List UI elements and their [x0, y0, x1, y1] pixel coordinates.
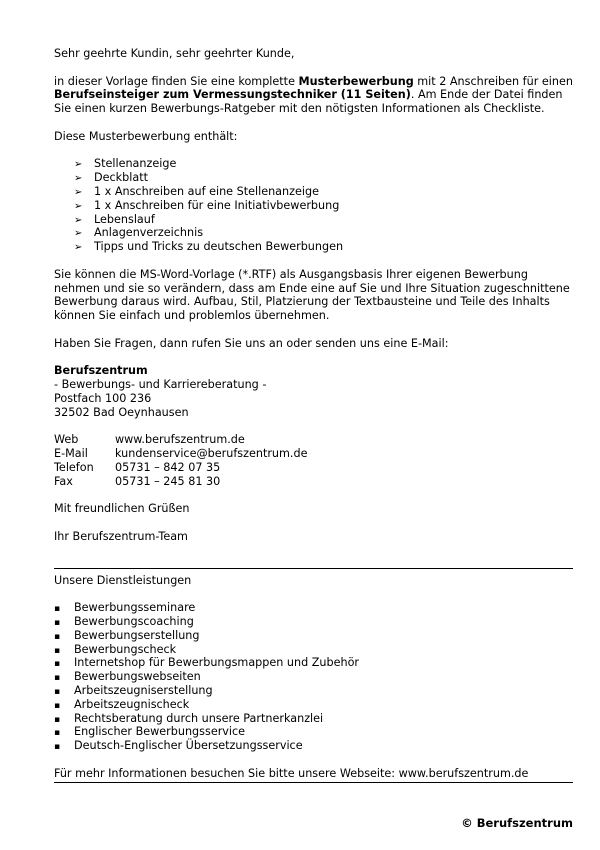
square-bullet-icon: ▪ — [54, 659, 61, 670]
square-bullet-icon: ▪ — [54, 714, 61, 725]
intro-bold-2: Berufseinsteiger zum Vermessungstechniker (11 Seiten) — [54, 88, 411, 102]
company-city: 32502 Bad Oeynhausen — [54, 405, 189, 419]
contact-row-fax: Fax 05731 – 245 81 30 — [54, 474, 221, 488]
square-bullet-icon: ▪ — [54, 673, 61, 684]
more-info: Für mehr Informationen besuchen Sie bitte unsere Webseite: www.berufszentrum.de — [54, 766, 529, 780]
arrow-bullet-icon: ➢ — [74, 228, 83, 240]
divider — [54, 782, 573, 783]
square-bullet-icon: ▪ — [54, 604, 61, 615]
copyright-mark: © Berufszentrum — [461, 816, 573, 830]
arrow-bullet-icon: ➢ — [74, 159, 83, 171]
list-item: ➢ 1 x Anschreiben für eine Initiativbewerbung — [74, 198, 340, 212]
document-page — [54, 47, 573, 783]
company-tagline: - Bewerbungs- und Karriereberatung - — [54, 378, 267, 392]
list-item: ▪ Bewerbungswebseiten — [54, 670, 573, 684]
list-item: ▪ Bewerbungscheck — [54, 643, 573, 657]
closing: Mit freundlichen Grüßen — [54, 502, 190, 516]
arrow-bullet-icon: ➢ — [74, 173, 83, 185]
services-list — [54, 601, 573, 753]
square-bullet-icon: ▪ — [54, 728, 61, 739]
list-item: ▪ Arbeitszeugniserstellung — [54, 684, 573, 698]
intro-text-2: mit 2 Anschreiben für einen — [413, 74, 573, 88]
square-bullet-icon: ▪ — [54, 645, 61, 656]
divider — [54, 568, 573, 569]
company-name: Berufszentrum — [54, 364, 148, 378]
contents-list — [54, 157, 573, 254]
arrow-bullet-icon: ➢ — [74, 186, 83, 198]
greeting: Sehr geehrte Kundin, sehr geehrter Kunde, — [54, 47, 295, 60]
list-item: ▪ Arbeitszeugnischeck — [54, 698, 573, 712]
list-item: ➢ 1 x Anschreiben auf eine Stellenanzeige — [74, 184, 319, 198]
square-bullet-icon: ▪ — [54, 687, 61, 698]
square-bullet-icon: ▪ — [54, 631, 61, 642]
list-item: ▪ Rechtsberatung durch unsere Partnerkanzlei — [54, 712, 573, 726]
usage-paragraph: Sie können die MS-Word-Vorlage (*.RTF) als Ausgangsbasis Ihrer eigenen Bewerbung nehmen und sie so verändern, dass am Ende eine auf Sie und Ihre Situation zugeschnittene Bewerbung daraus wird. Aufbau, Stil, Platzierung der Textbausteine und Teile des Inhalts können Sie einfach und problemlos übernehmen. — [54, 267, 570, 323]
company-street: Postfach 100 236 — [54, 391, 152, 405]
arrow-bullet-icon: ➢ — [74, 214, 83, 226]
list-item: ▪ Bewerbungsseminare — [54, 601, 573, 615]
intro-text-1: in dieser Vorlage finden Sie eine komplette — [54, 74, 299, 88]
list-item: ➢ Tipps und Tricks zu deutschen Bewerbungen — [74, 240, 344, 254]
list-item: ▪ Internetshop für Bewerbungsmappen und Zubehör — [54, 656, 573, 670]
contents-heading: Diese Musterbewerbung enthält: — [54, 129, 238, 143]
list-item: ▪ Englischer Bewerbungsservice — [54, 725, 573, 739]
square-bullet-icon: ▪ — [54, 618, 61, 629]
questions-paragraph: Haben Sie Fragen, dann rufen Sie uns an oder senden uns eine E-Mail: — [54, 336, 449, 350]
contact-row-email: E-Mail kundenservice@berufszentrum.de — [54, 447, 308, 461]
intro-bold-1: Musterbewerbung — [298, 74, 414, 88]
arrow-bullet-icon: ➢ — [74, 200, 83, 212]
square-bullet-icon: ▪ — [54, 742, 61, 753]
contact-block — [54, 433, 573, 488]
list-item: ▪ Deutsch-Englischer Übersetzungsservice — [54, 739, 573, 753]
intro-paragraph — [54, 75, 573, 116]
arrow-bullet-icon: ➢ — [74, 242, 83, 254]
intro-text-3: . Am Ende der Datei finden Sie einen kurzen Bewerbungs-Ratgeber mit den nötigsten Informationen als Checkliste. — [54, 88, 563, 116]
signature: Ihr Berufszentrum-Team — [54, 529, 188, 543]
web-link[interactable]: www.berufszentrum.de — [115, 433, 245, 447]
square-bullet-icon: ▪ — [54, 700, 61, 711]
list-item: ▪ Bewerbungscoaching — [54, 615, 573, 629]
list-item: ➢ Deckblatt — [74, 171, 148, 185]
list-item: ➢ Anlagenverzeichnis — [74, 226, 204, 240]
email-link[interactable]: kundenservice@berufszentrum.de — [115, 447, 308, 461]
contact-row-web: Web www.berufszentrum.de — [54, 433, 245, 447]
contact-row-phone: Telefon 05731 – 842 07 35 — [54, 460, 221, 474]
list-item: ➢ Stellenanzeige — [74, 157, 177, 171]
list-item: ➢ Lebenslauf — [74, 212, 155, 226]
list-item: ▪ Bewerbungserstellung — [54, 629, 573, 643]
services-heading: Unsere Dienstleistungen — [54, 573, 192, 587]
